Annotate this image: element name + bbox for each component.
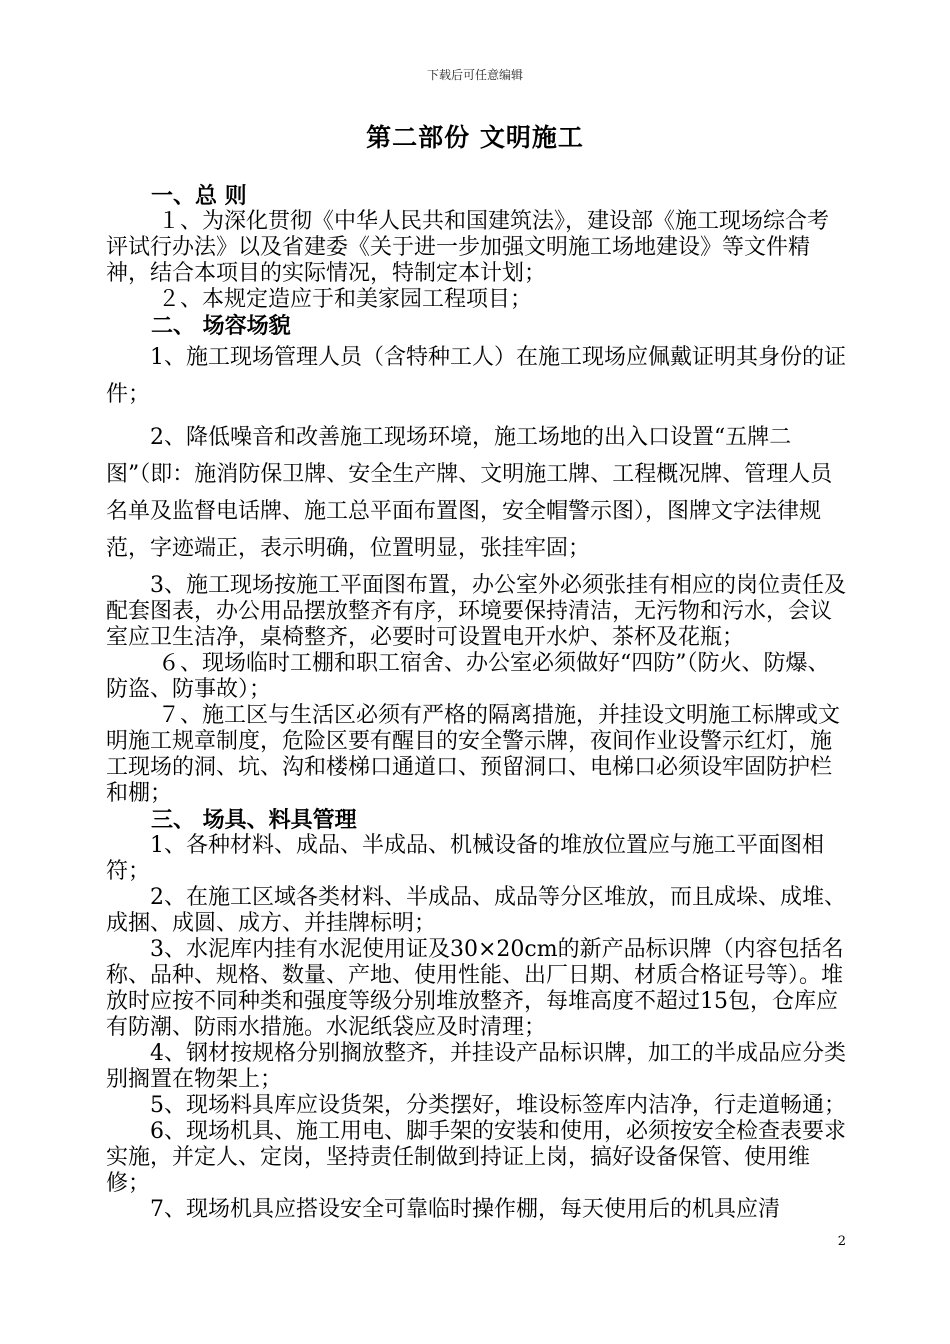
paragraph: 1、各种材料、成品、半成品、机械设备的堆放位置应与施工平面图相符； (106, 833, 824, 884)
paragraph: 1、施工现场管理人员（含特种工人）在施工现场应佩戴证明其身份的证件； (106, 345, 846, 407)
page-number: 2 (837, 1234, 846, 1249)
section-heading-site-appearance: 二、 场容场貌 (151, 313, 291, 339)
document-body (106, 183, 850, 1223)
paragraph: ２、本规定造应于和美家园工程项目； (158, 287, 533, 312)
paragraph: 3、施工现场按施工平面图布置，办公室外必须张挂有相应的岗位责任及配套图表，办公用品摆放整齐有序，环境要保持清洁，无污物和污水，会议室应卫生洁净，桌椅整齐，必要时可设置电开水炉、茶杯及花瓶； (106, 573, 846, 650)
document-title: 第二部份 文明施工 (366, 123, 584, 152)
section-heading-materials-management: 三、 场具、料具管理 (151, 807, 357, 833)
paragraph: 4、钢材按规格分别搁放整齐，并挂设产品标识牌，加工的半成品应分类别搁置在物架上； (106, 1041, 846, 1092)
paragraph: 2、在施工区域各类材料、半成品、成品等分区堆放，而且成垛、成堆、成捆、成圆、成方、并挂牌标明； (106, 885, 846, 936)
paragraph: 2、降低噪音和改善施工现场环境，施工场地的出入口设置“五牌二图”（即：施消防保卫牌、安全生产牌、文明施工牌、工程概况牌、管理人员名单及监督电话牌、施工总平面布置图，安全帽警示图），图牌文字法律规范，字迹端正，表示明确，位置明显，张挂牢固； (106, 425, 833, 561)
paragraph: 7、现场机具应搭设安全可靠临时操作棚，每天使用后的机具应清 (150, 1197, 780, 1222)
section-heading-general: 一、总 则 (151, 183, 247, 209)
paragraph: 5、现场料具库应设货架，分类摆好，堆设标签库内洁净，行走道畅通； (150, 1093, 846, 1118)
paragraph: ７、施工区与生活区必须有严格的隔离措施，并挂设文明施工标牌或文明施工规章制度，危险区要有醒目的安全警示牌，夜间作业设警示红灯，施工现场的洞、坑、沟和楼梯口通道口、预留洞口、电梯口必须设牢固防护栏和棚； (106, 703, 841, 806)
paragraph: ６、现场临时工棚和职工宿舍、办公室必须做好“四防”（防火、防爆、防盗、防事故）； (106, 651, 830, 702)
paragraph: 3、水泥库内挂有水泥使用证及30×20cm的新产品标识牌（内容包括名称、品种、规格、数量、产地、使用性能、出厂日期、材质合格证号等）。堆放时应按不同种类和强度等级分别堆放整齐，每堆高度不超过15包，仓库应有防潮、防雨水措施。水泥纸袋应及时清理； (106, 937, 844, 1040)
page-header-note: 下载后可任意编辑 (426, 68, 523, 82)
paragraph: 6、现场机具、施工用电、脚手架的安装和使用，必须按安全检查表要求实施，并定人、定岗，坚持责任制做到持证上岗，搞好设备保管、使用维修； (106, 1119, 846, 1196)
paragraph: １、为深化贯彻《中华人民共和国建筑法》，建设部《施工现场综合考评试行办法》以及省建委《关于进一步加强文明施工场地建设》等文件精神，结合本项目的实际情况，特制定本计划； (106, 209, 830, 286)
